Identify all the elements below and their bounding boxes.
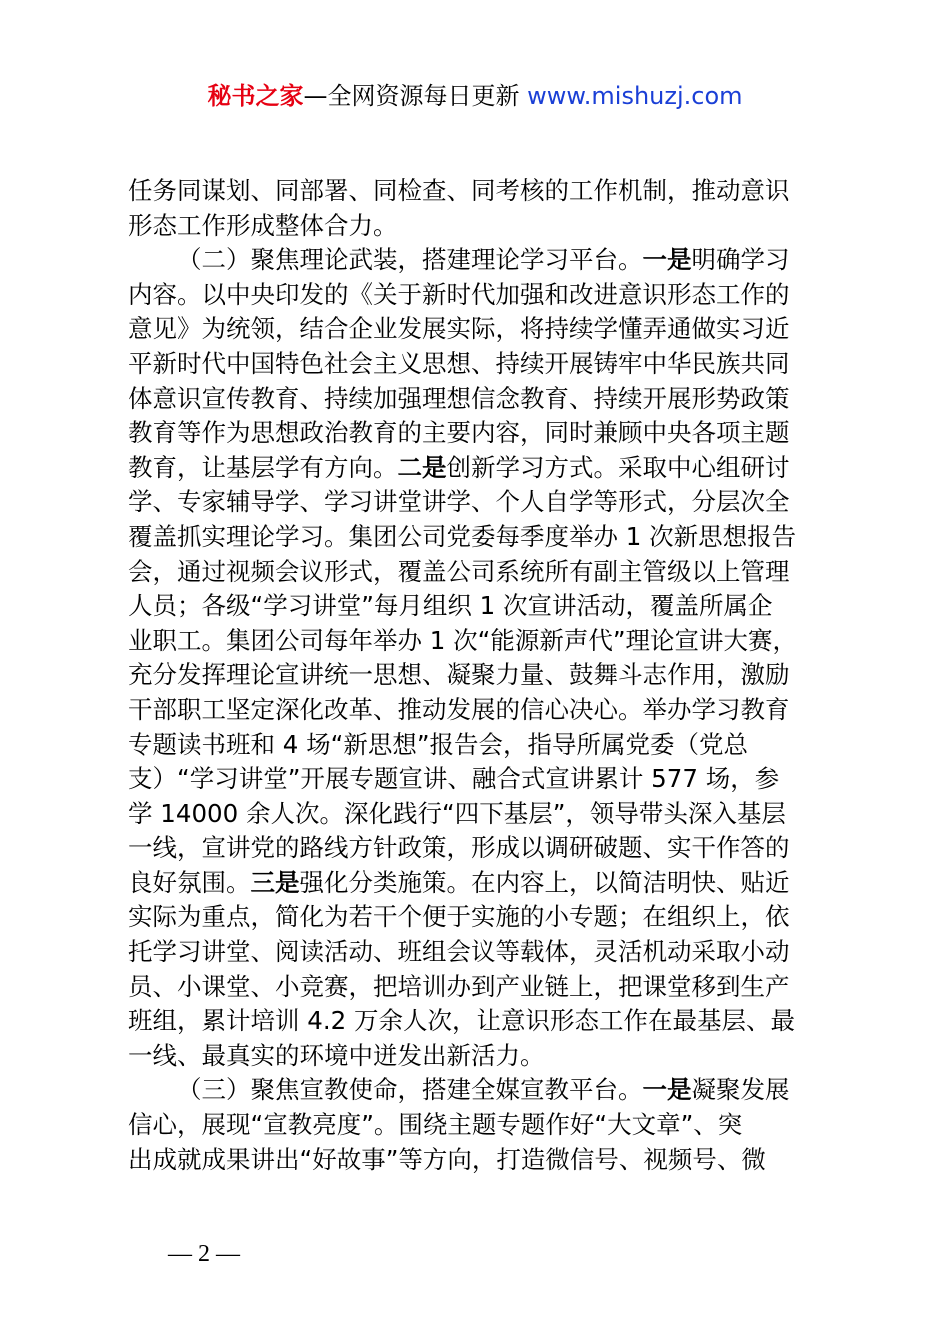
text-line: 会，通过视频会议形式，覆盖公司系统所有副主管级以上管理 <box>128 556 790 586</box>
text-segment: 明确学习 <box>691 245 790 275</box>
text-line: 支）“学习讲堂”开展专题宣讲、融合式宣讲累计 577 场，参 <box>128 764 780 794</box>
text-line: 实际为重点，简化为若干个便于实施的小专题；在组织上，依 <box>128 902 790 932</box>
site-header <box>0 78 950 114</box>
text-line: 内容。以中央印发的《关于新时代加强和改进意识形态工作的 <box>128 279 790 309</box>
emphasis-marker: 二是 <box>397 452 447 482</box>
text-line: 业职工。集团公司每年举办 1 次“能源新声代”理论宣讲大赛， <box>128 625 798 655</box>
text-line: 学、专家辅导学、学习讲堂讲学、个人自学等形式，分层次全 <box>128 487 790 517</box>
text-segment: 凝聚发展 <box>691 1075 790 1105</box>
text-segment: 强化分类施策。在内容上，以简洁明快、贴近 <box>299 867 790 897</box>
document-body <box>128 174 848 1177</box>
text-line: 人员；各级“学习讲堂”每月组织 1 次宣讲活动，覆盖所属企 <box>128 591 773 621</box>
section-heading: （三）聚焦宣教使命，搭建全媒宣教平台。 <box>177 1075 643 1105</box>
text-line: 专题读书班和 4 场“新思想”报告会，指导所属党委（党总 <box>128 729 749 759</box>
text-line: 信心，展现“宣教亮度”。围绕主题专题作好“大文章”、突 <box>128 1110 743 1140</box>
brand-name: 秘书之家 <box>207 82 304 110</box>
section-heading-line <box>128 243 848 278</box>
text-line: 覆盖抓实理论学习。集团公司党委每季度举办 1 次新思想报告 <box>128 521 797 551</box>
text-line: 学 14000 余人次。深化践行“四下基层”，领导带头深入基层 <box>128 798 786 828</box>
text-line-with-emphasis <box>128 866 848 901</box>
header-tagline: —全网资源每日更新 <box>303 82 528 110</box>
text-line-with-emphasis <box>128 451 848 486</box>
text-line: 平新时代中国特色社会主义思想、持续开展铸牢中华民族共同 <box>128 348 790 378</box>
text-line: 托学习讲堂、阅读活动、班组会议等载体，灵活机动采取小动 <box>128 937 790 967</box>
text-line: 充分发挥理论宣讲统一思想、凝聚力量、鼓舞斗志作用，激励 <box>128 660 790 690</box>
section-heading-line <box>128 1073 848 1108</box>
text-line: 形态工作形成整体合力。 <box>128 210 398 240</box>
text-line: 教育等作为思想政治教育的主要内容，同时兼顾中央各项主题 <box>128 418 790 448</box>
text-line: 意见》为统领，结合企业发展实际，将持续学懂弄通做实习近 <box>128 314 790 344</box>
text-segment: 教育，让基层学有方向。 <box>128 452 398 482</box>
text-segment: 良好氛围。 <box>128 867 251 897</box>
text-line: 一线，宣讲党的路线方针政策，形成以调研破题、实干作答的 <box>128 833 790 863</box>
page-number: — 2 — <box>168 1241 240 1267</box>
text-line: 一线、最真实的环境中迸发出新活力。 <box>128 1040 545 1070</box>
text-line: 出成就成果讲出“好故事”等方向，打造微信号、视频号、微 <box>128 1144 766 1174</box>
site-url-link[interactable]: www.mishuzj.com <box>527 82 743 110</box>
text-line: 员、小课堂、小竞赛，把培训办到产业链上，把课堂移到生产 <box>128 971 790 1001</box>
emphasis-marker: 一是 <box>642 245 692 275</box>
text-line: 任务同谋划、同部署、同检查、同考核的工作机制，推动意识 <box>128 176 790 205</box>
section-heading: （二）聚焦理论武装，搭建理论学习平台。 <box>177 245 643 275</box>
text-line: 班组，累计培训 4.2 万余人次，让意识形态工作在最基层、最 <box>128 1006 796 1036</box>
text-line: 干部职工坚定深化改革、推动发展的信心决心。举办学习教育 <box>128 694 790 724</box>
emphasis-marker: 三是 <box>250 867 300 897</box>
text-line: 体意识宣传教育、持续加强理想信念教育、持续开展形势政策 <box>128 383 790 413</box>
emphasis-marker: 一是 <box>642 1075 692 1105</box>
text-segment: 创新学习方式。采取中心组研讨 <box>446 452 790 482</box>
